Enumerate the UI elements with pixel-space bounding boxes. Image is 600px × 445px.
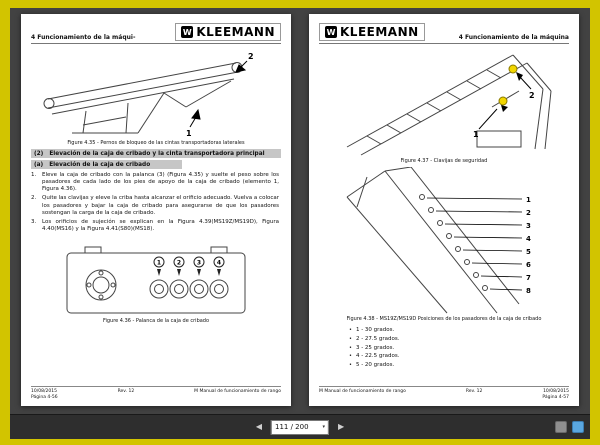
- footer-date: 10/08/2015: [543, 388, 569, 394]
- figure-438-callout-5: 5: [525, 248, 531, 256]
- figure-4-37: [319, 47, 569, 157]
- figure-438-callout-6: 6: [525, 261, 531, 269]
- footer-manual-title: M Manual de funcionamiento de rango: [194, 388, 281, 394]
- section-heading-2-text: Elevación de la caja de cribado y la cinta transportadora principal: [49, 150, 265, 157]
- list-item-3: [31, 219, 281, 233]
- page-left: [21, 14, 291, 406]
- kleemann-logo: [175, 23, 281, 41]
- list-item-2: [31, 195, 281, 216]
- figure-4-37-caption: Figure 4.37 - Clavijas de seguridad: [400, 158, 488, 164]
- chapter-header-left: 4 Funcionamiento de la máqui-: [31, 34, 136, 41]
- angle-bullet-1-text: • 1 - 30 grados.: [355, 327, 395, 333]
- chapter-header-right: 4 Funcionamiento de la máquina: [458, 34, 569, 41]
- angle-bullet-3-text: • 3 - 25 grados.: [355, 344, 395, 351]
- angle-bullet-2-text: • 2 - 27.5 grados.: [355, 335, 400, 342]
- footer-right-block: [542, 389, 569, 401]
- fit-page-icon[interactable]: [572, 421, 584, 433]
- page-number-value: 111 / 200: [275, 423, 309, 431]
- footer-page-number: Página 4-57: [542, 394, 569, 400]
- figure-438-callout-3: 3: [525, 222, 531, 230]
- list-item-2-number: 2.: [31, 195, 37, 202]
- figure-436-knob-2: 2: [176, 258, 182, 266]
- angle-list: [349, 326, 569, 370]
- page-right: [309, 14, 579, 406]
- toolbar-right-icons: [555, 421, 584, 433]
- figure-4-35-caption: Figure 4.35 - Pernos de bloqueo de las cintas transportadoras laterales: [67, 140, 245, 146]
- footer-left-block: [31, 389, 58, 401]
- viewer-toolbar: [10, 414, 590, 439]
- figure-4-38-caption: Figure 4.38 - MS19Z/MS19D Posiciones de los pasadores de la caja de cribado: [346, 316, 542, 322]
- figure-435-callout-2: 2: [248, 52, 254, 61]
- section-heading-a-text: Elevación de la caja de cribado: [49, 161, 151, 168]
- figure-4-36-caption: Figure 4.36 - Palanca de la caja de cribado: [102, 317, 210, 324]
- kleemann-logo-mark-icon: W: [182, 27, 192, 37]
- list-item-3-text: Los orificios de sujeción se explican en la Figura 4.39(MS19Z/MS19D), Figura 4.40(MS16) y la Figura 4.41(S80)(MS18).: [42, 219, 279, 233]
- figure-436-knob-4: 4: [216, 258, 222, 266]
- page-right-footer: [319, 386, 569, 401]
- next-page-button[interactable]: ▶: [334, 421, 348, 433]
- angle-bullet-5-text: • 5 - 20 grados.: [355, 362, 395, 369]
- figure-4-36: [31, 237, 281, 317]
- figure-438-callout-2: 2: [525, 209, 531, 217]
- section-heading-a-number: (a): [34, 161, 44, 168]
- angle-bullet-4-text: • 4 - 22.5 grados.: [355, 353, 400, 360]
- prev-page-button[interactable]: ◀: [252, 421, 266, 433]
- list-item-3-number: 3.: [31, 219, 37, 226]
- figure-438-callout-1: 1: [525, 196, 531, 204]
- kleemann-logo: [319, 23, 425, 41]
- angle-bullet-1: [349, 326, 569, 335]
- footer-page-number: Página 4-56: [31, 394, 58, 400]
- figure-435-callout-1: 1: [186, 129, 192, 138]
- footer-revision: Rev. 12: [117, 388, 135, 394]
- safety-pin-highlight: [499, 97, 507, 105]
- angle-bullet-3: [349, 344, 569, 353]
- chevron-down-icon: ▾: [322, 424, 325, 430]
- figure-438-callout-8: 8: [525, 287, 531, 295]
- figure-436-knob-3: 3: [196, 258, 202, 266]
- angle-bullet-5: [349, 361, 569, 370]
- figure-436-knob-1: 1: [156, 258, 162, 266]
- pdf-viewer: [10, 8, 590, 439]
- page-right-header: [319, 21, 569, 44]
- kleemann-logo-mark-icon: W: [326, 27, 336, 37]
- figure-437-callout-1: 1: [472, 130, 479, 139]
- figure-438-callout-7: 7: [525, 274, 531, 282]
- figure-438-callout-4: 4: [525, 235, 531, 243]
- list-item-1-text: Eleve la caja de cribado con la palanca (3) (Figura 4.35) y suelte el peso sobre los pasadores de cada lado de los pies de apoyo de la caja de cribado (elemento 1, Figura 4.36).: [42, 171, 279, 192]
- kleemann-logo-name: KLEEMANN: [196, 25, 275, 39]
- page-spread: [10, 8, 590, 414]
- list-item-1-number: 1.: [31, 171, 37, 178]
- footer-revision: Rev. 12: [465, 388, 483, 394]
- page-navigation: [252, 420, 348, 435]
- page-left-header: [31, 21, 281, 44]
- thumbnails-icon[interactable]: [555, 421, 567, 433]
- figure-4-38: [319, 167, 569, 315]
- figure-437-callout-2: 2: [528, 91, 535, 100]
- section-heading-a: [31, 160, 182, 169]
- page-left-footer: [31, 386, 281, 401]
- page-number-input[interactable]: [271, 420, 329, 435]
- angle-bullet-2: [349, 335, 569, 344]
- section-heading-2: [31, 149, 281, 158]
- kleemann-logo-name: KLEEMANN: [340, 25, 419, 39]
- safety-pin-highlight: [509, 65, 517, 73]
- section-heading-2-number: (2): [34, 150, 44, 157]
- figure-4-35: [31, 47, 281, 139]
- angle-bullet-4: [349, 352, 569, 361]
- footer-date: 10/08/2015: [31, 388, 57, 394]
- list-item-2-text: Quite las clavijas y eleve la criba hasta alcanzar el orificio adecuado. Vuelva a colocar los pasadores y bajar la caja de cribado para asegurarse de que los pasadores sostengan la carga de la caja de cribado.: [42, 195, 279, 216]
- footer-manual-title: M Manual de funcionamiento de rango: [319, 388, 406, 394]
- list-item-1: [31, 172, 281, 193]
